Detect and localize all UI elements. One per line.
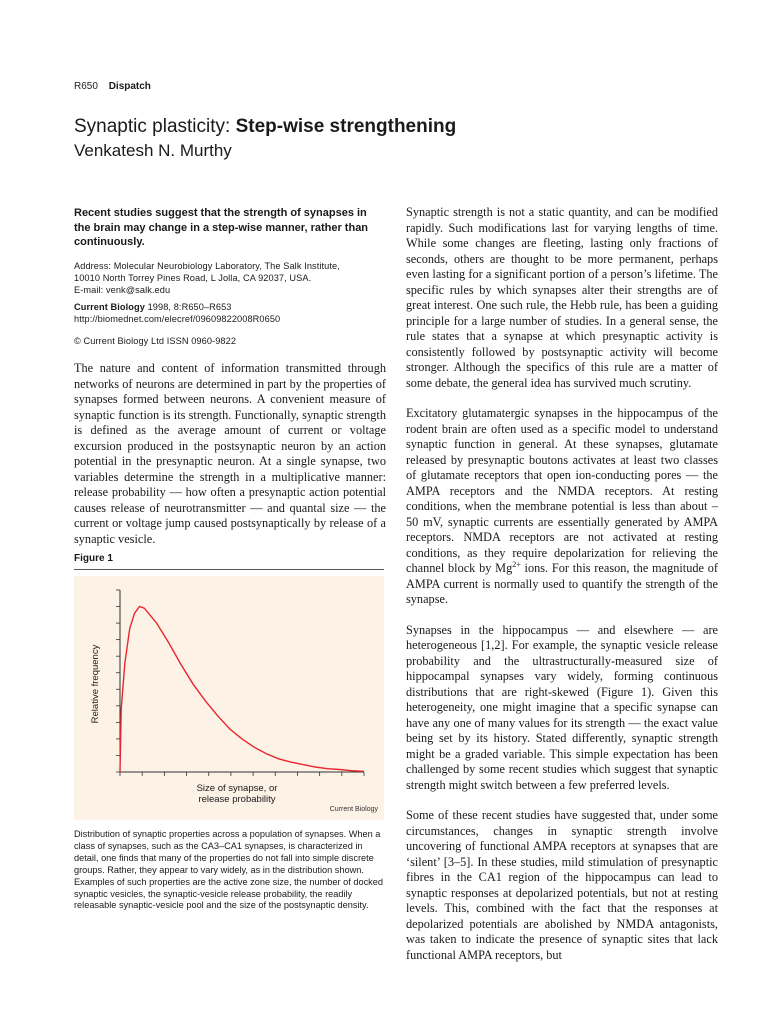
body-paragraph-left-1: The nature and content of information transmitted through networks of neurons are determined in part by the properties of synapses formed between neurons. A convenient measure of synaptic function is its strength. Functionally, synaptic strength is defined as the average amount of current or voltage excursion produced in the postsynaptic neuron by an action potential in the presynaptic neuron. At a single synapse, two variables determine the strength in a multiplicative manner: release probability — how often a presynaptic action potential causes release of neurotransmitter — and quantal size — the current or voltage jump caused postsynaptically by release of a synaptic vesicle. <box>74 361 386 546</box>
title-bold: Step-wise strengthening <box>235 116 457 137</box>
right-column <box>406 205 718 978</box>
figure-credit: Current Biology <box>329 806 378 813</box>
article-title <box>74 115 456 139</box>
address-line-2: 10010 North Torrey Pines Road, L Jolla, CA 92037, USA. <box>74 272 312 283</box>
figure-caption: Distribution of synaptic properties across a population of synapses. When a class of synapses, such as the CA3–CA1 synapses, is characterized in detail, one finds that many of the properties do not fall into simple discrete groups. Rather, they appear to vary widely, as in the distribution shown. Examples of such properties are the active zone size, the number of docked synaptic vesicles, the synaptic-vesicle release probability, the readily releasable synaptic-vesicle pool and the size of the postsynaptic density. <box>74 829 383 911</box>
journal-name: Current Biology <box>74 302 145 312</box>
figure-divider <box>74 569 384 570</box>
author-name: Venkatesh N. Murthy <box>74 141 232 160</box>
y-axis-label: Relative frequency <box>90 644 101 724</box>
body-paragraph-right-1: Synaptic strength is not a static quantity, and can be modified rapidly. Such modifications last for varying lengths of time. While some changes are fleeting, lasting only fractions of seconds, others are thought to be more permanent, perhaps even lasting for a significant portion of a person’s lifetime. The specific rules by which synapses alter their strengths are of great interest. One such rule, the Hebb rule, has been a guiding principle for a large number of studies. In a general sense, the rule states that a synapse at which presynaptic activity is consistently followed by postsynaptic activity will become stronger. Although the specifics of this rule are a matter of some debate, the general idea has survived much scrutiny. <box>406 205 718 390</box>
x-axis-label-line-1: Size of synapse, or <box>196 783 278 794</box>
citation-block <box>74 302 386 326</box>
series-line <box>120 607 364 773</box>
email[interactable]: E-mail: venk@salk.edu <box>74 284 171 295</box>
body-paragraph-right-4: Some of these recent studies have suggested that, under some circumstances, changes in synaptic strength involve uncovering of functional AMPA receptors at synapses that are ‘silent’ [3–5]. In these studies, mild stimulation of presynaptic fibres in the CA1 region of the hippocampus can lead to synaptic responses at depolarized potentials, but not at resting levels. This, combined with the fact that the responses at depolarized potentials are abolished by NMDA antagonists, was taken to indicate the presence of synaptic sites that lack functional AMPA receptors, but <box>406 808 718 962</box>
title-plain: Synaptic plasticity: <box>74 116 236 137</box>
abstract: Recent studies suggest that the strength of synapses in the brain may change in a step-wise manner, rather than continuously. <box>74 207 369 249</box>
distribution-chart <box>74 576 384 820</box>
page-number: R650 <box>74 81 98 92</box>
article-url[interactable]: http://biomednet.com/elecref/09609822008R0650 <box>74 313 281 324</box>
superscript: 2+ <box>512 559 521 569</box>
citation-details: 1998, 8:R650–R653 <box>144 302 232 312</box>
x-axis-label-line-2: release probability <box>198 794 276 805</box>
address-line-1: Address: Molecular Neurobiology Laboratory, The Salk Institute, <box>74 261 340 271</box>
paragraph-text: ions. For this reason, the magnitude of AMPA current is normally used to quantify the strength of the synapse. <box>406 561 718 606</box>
body-paragraph-right-3: Synapses in the hippocampus — and elsewhere — are heterogeneous [1,2]. For example, the synaptic vesicle release probability and the ultrastructurally-measured size of hippocampal synapses vary widely, forming continuous distributions that are right-skewed (Figure 1). Given this heterogeneity, one might imagine that a specific synapse can have any one of many values for its strength — the exact value being set by its history. Stated differently, synaptic strength might be a graded variable. This simple expectation has been challenged by some recent studies which suggest that synaptic strength might switch between a few preferred levels. <box>406 622 718 792</box>
paragraph-text: Excitatory glutamatergic synapses in the hippocampus of the rodent brain are often used as a specific model to understand synaptic function in general. At these synapses, glutamate released by presynaptic boutons activates at least two classes of glutamate receptors that open ion-conducting pores — the AMPA receptors and the NMDA receptors. At resting conditions, when the membrane potential is less than about –50 mV, synaptic currents are essentially generated by AMPA receptors. NMDA receptors are not activated at resting conditions, as they require depolarization for relieving the channel block by Mg <box>406 406 718 575</box>
section-label: Dispatch <box>108 81 151 92</box>
address-block <box>74 261 386 296</box>
figure-label: Figure 1 <box>74 553 113 564</box>
body-paragraph-right-2 <box>406 406 718 608</box>
running-head <box>74 81 151 92</box>
figure-panel <box>74 576 384 820</box>
copyright: © Current Biology Ltd ISSN 0960-9822 <box>74 336 237 346</box>
